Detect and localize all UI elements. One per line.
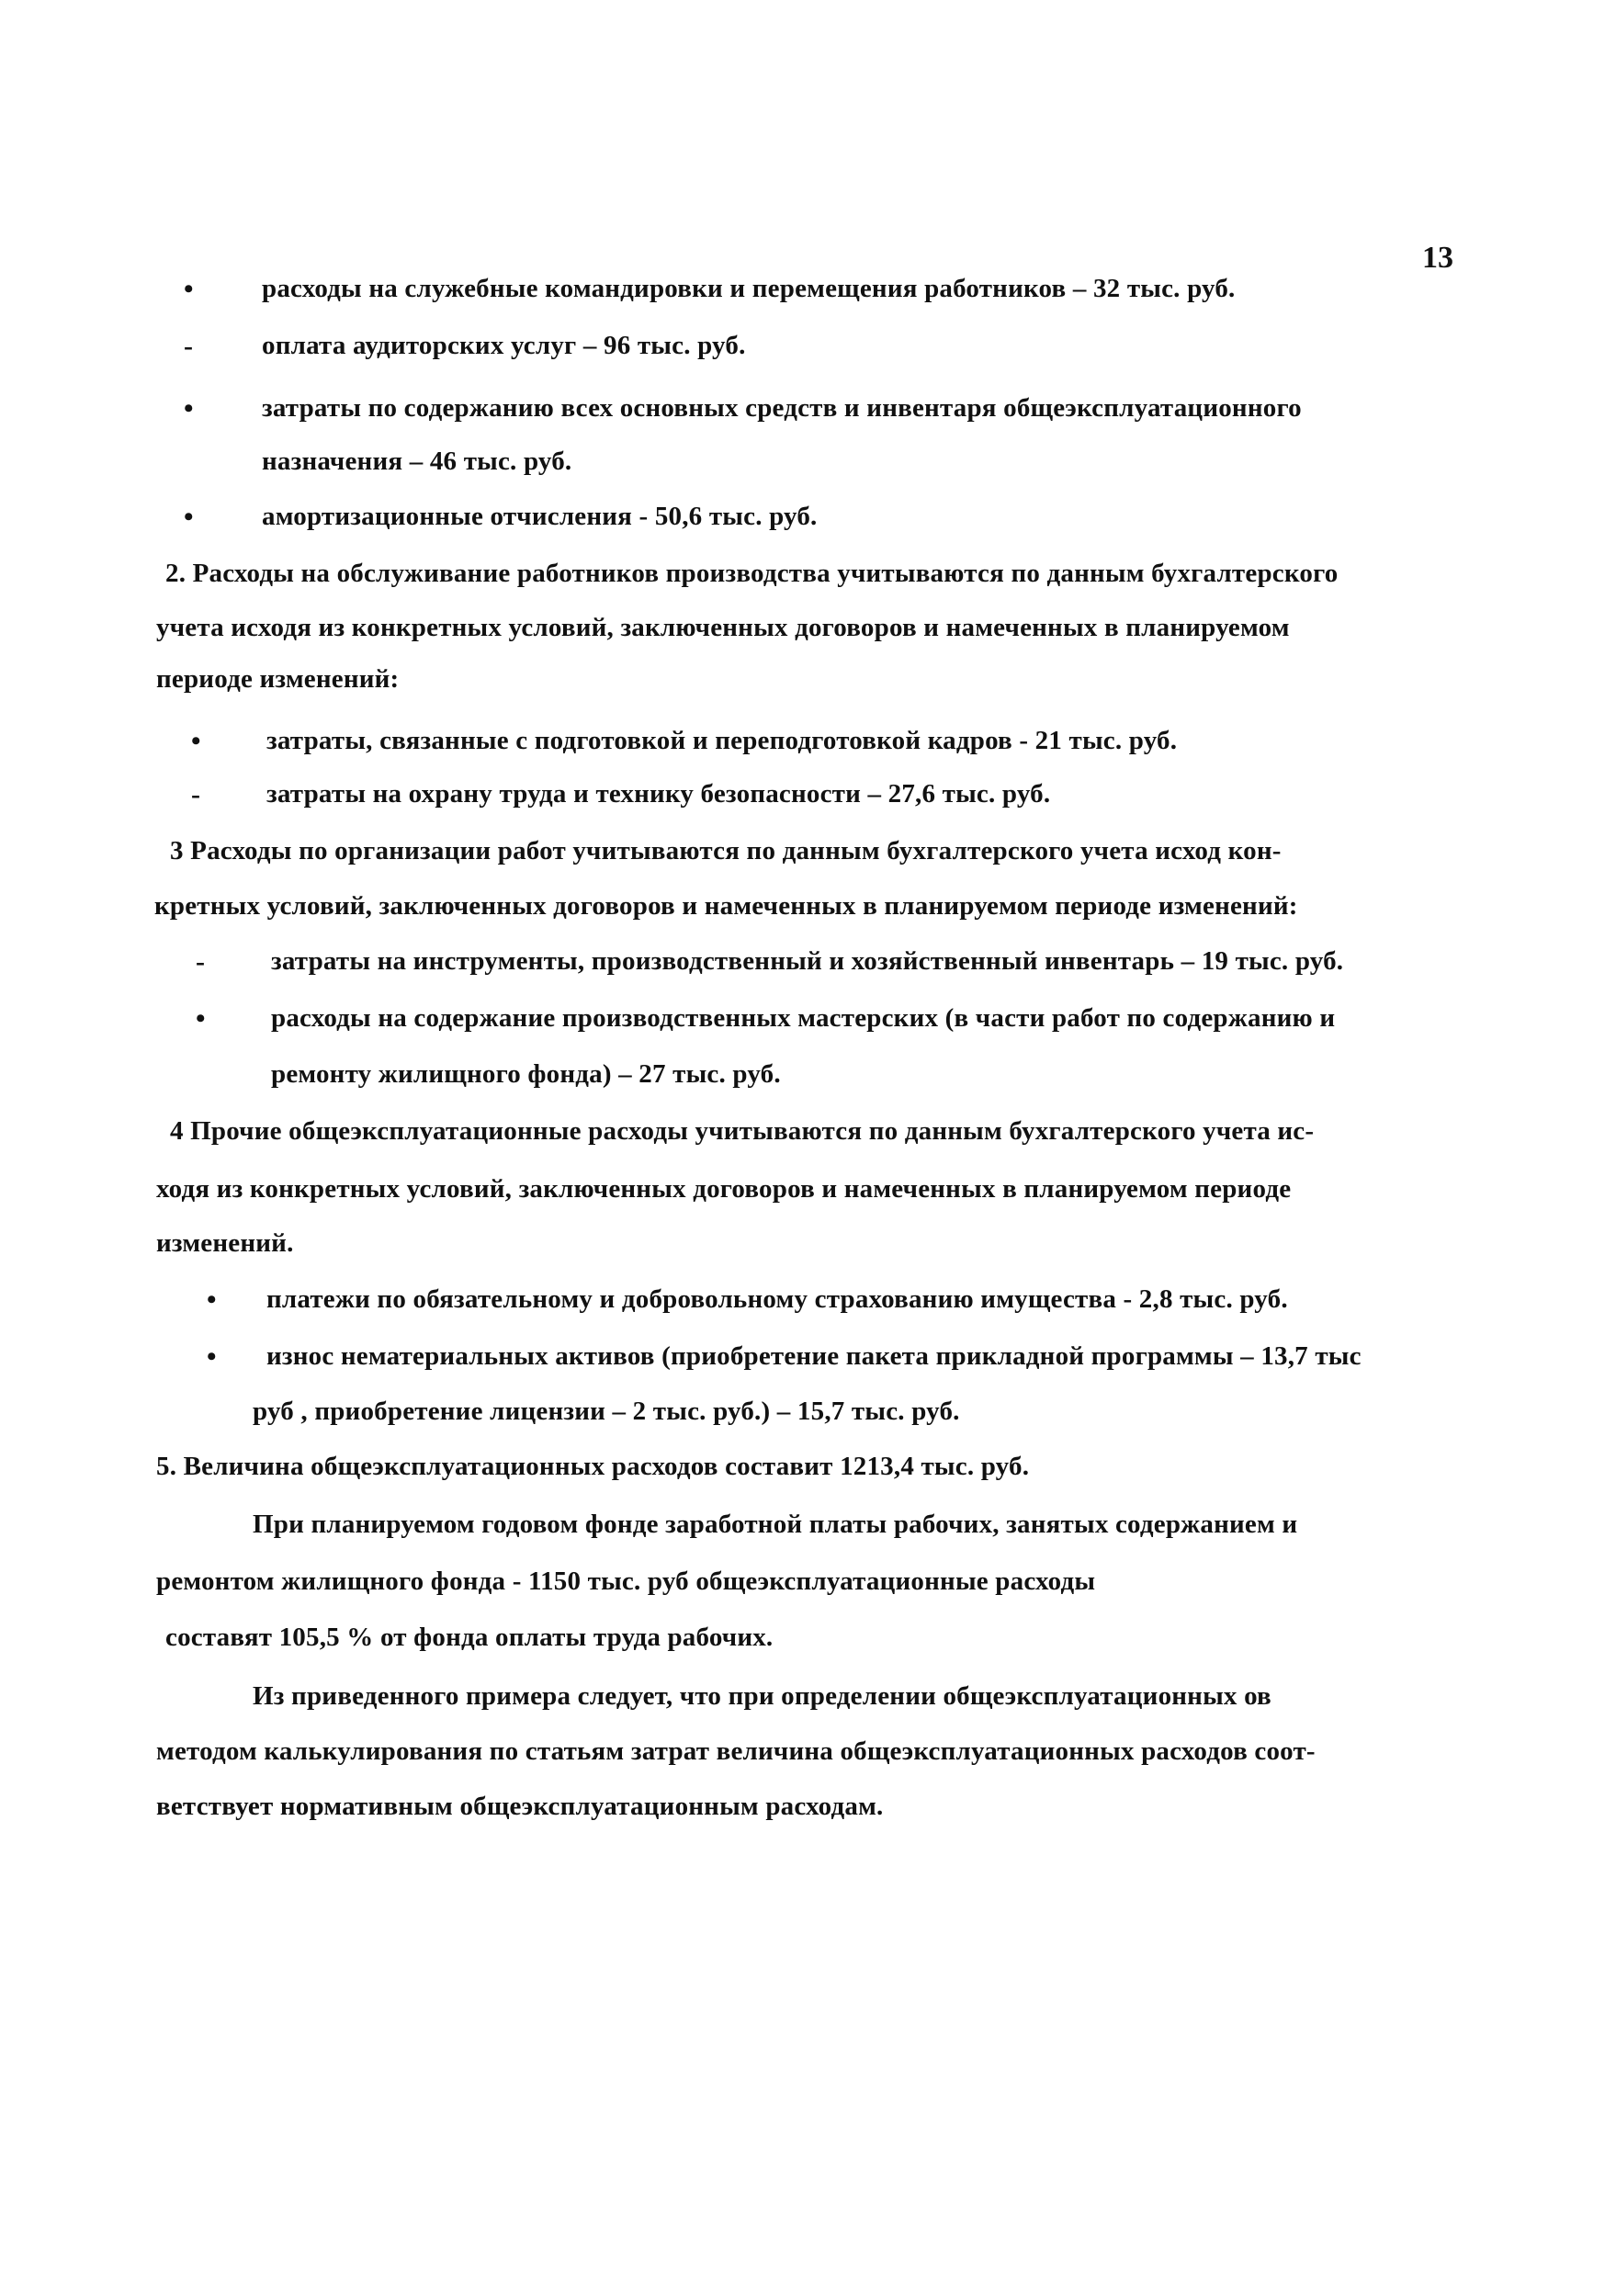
- list-item: [262, 393, 1475, 424]
- list-item: затраты на охрану труда и технику безопасности – 27,6 тыс. руб.: [266, 779, 1051, 809]
- paragraph-line: периоде изменений:: [156, 664, 400, 694]
- paragraph-line: кретных условий, заключенных договоров и намеченных в планируемом периоде изменений:: [154, 891, 1298, 921]
- list-item: расходы на служебные командировки и перемещения работников – 32 тыс. руб.: [262, 274, 1236, 303]
- paragraph-line: ветствует нормативным общеэксплуатационным расходам.: [156, 1792, 884, 1821]
- list-item: платежи по обязательному и добровольному страхованию имущества - 2,8 тыс. руб.: [266, 1284, 1288, 1314]
- list-item: оплата аудиторских услуг – 96 тыс. руб.: [262, 331, 746, 360]
- list-item: затраты на инструменты, производственный и хозяйственный инвентарь – 19 тыс. руб.: [271, 946, 1344, 976]
- paragraph-line: При планируемом годовом фонде заработной платы рабочих, занятых содержанием и: [253, 1510, 1298, 1539]
- dash-icon: -: [184, 331, 193, 361]
- paragraph-line: 4 Прочие общеэксплуатационные расходы учитываются по данным бухгалтерского учета ис-: [170, 1116, 1315, 1146]
- paragraph-line: ходя из конкретных условий, заключенных договоров и намеченных в планируемом периоде: [156, 1174, 1292, 1204]
- list-item: износ нематериальных активов (приобретение пакета прикладной программы – 13,7 тыс: [266, 1341, 1362, 1371]
- bullet-icon: •: [207, 1284, 217, 1315]
- bullet-icon: •: [196, 1003, 206, 1034]
- paragraph-line: 5. Величина общеэксплуатационных расходов составит 1213,4 тыс. руб.: [156, 1452, 1030, 1481]
- paragraph-line: 3 Расходы по организации работ учитываются по данным бухгалтерского учета исход кон-: [170, 836, 1282, 865]
- list-item: амортизационные отчисления - 50,6 тыс. руб.: [262, 502, 818, 531]
- dash-icon: -: [196, 946, 205, 977]
- bullet-icon: •: [184, 274, 194, 304]
- paragraph-line: учета исходя из конкретных условий, заключенных договоров и намеченных в планируемом: [156, 613, 1290, 642]
- paragraph-line: изменений.: [156, 1228, 294, 1258]
- paragraph-line: 2. Расходы на обслуживание работников производства учитываются по данным бухгалтерского: [165, 559, 1339, 588]
- bullet-icon: •: [207, 1341, 217, 1372]
- paragraph-line: ремонтом жилищного фонда - 1150 тыс. руб общеэксплуатационные расходы: [156, 1566, 1096, 1596]
- list-item: затраты, связанные с подготовкой и переподготовкой кадров - 21 тыс. руб.: [266, 726, 1178, 755]
- dash-icon: -: [191, 779, 200, 809]
- paragraph-line: методом калькулирования по статьям затрат величина общеэксплуатационных расходов соот-: [156, 1736, 1316, 1766]
- paragraph-line: Из приведенного примера следует, что при определении общеэксплуатационных ов: [253, 1681, 1271, 1711]
- bullet-icon: •: [191, 726, 201, 756]
- list-item-continuation: ремонту жилищного фонда) – 27 тыс. руб.: [271, 1059, 781, 1089]
- list-item: расходы на содержание производственных мастерских (в части работ по содержанию и: [271, 1003, 1336, 1033]
- list-item-continuation: назначения – 46 тыс. руб.: [262, 447, 572, 476]
- paragraph-line: составят 105,5 % от фонда оплаты труда рабочих.: [165, 1623, 774, 1652]
- page-number: 13: [1422, 241, 1453, 275]
- list-item-text: затраты по содержанию всех основных средств и инвентаря общеэксплуатационного: [262, 393, 1302, 423]
- bullet-icon: •: [184, 393, 194, 424]
- list-item-continuation: руб , приобретение лицензии – 2 тыс. руб.) – 15,7 тыс. руб.: [253, 1397, 960, 1426]
- bullet-icon: •: [184, 502, 194, 532]
